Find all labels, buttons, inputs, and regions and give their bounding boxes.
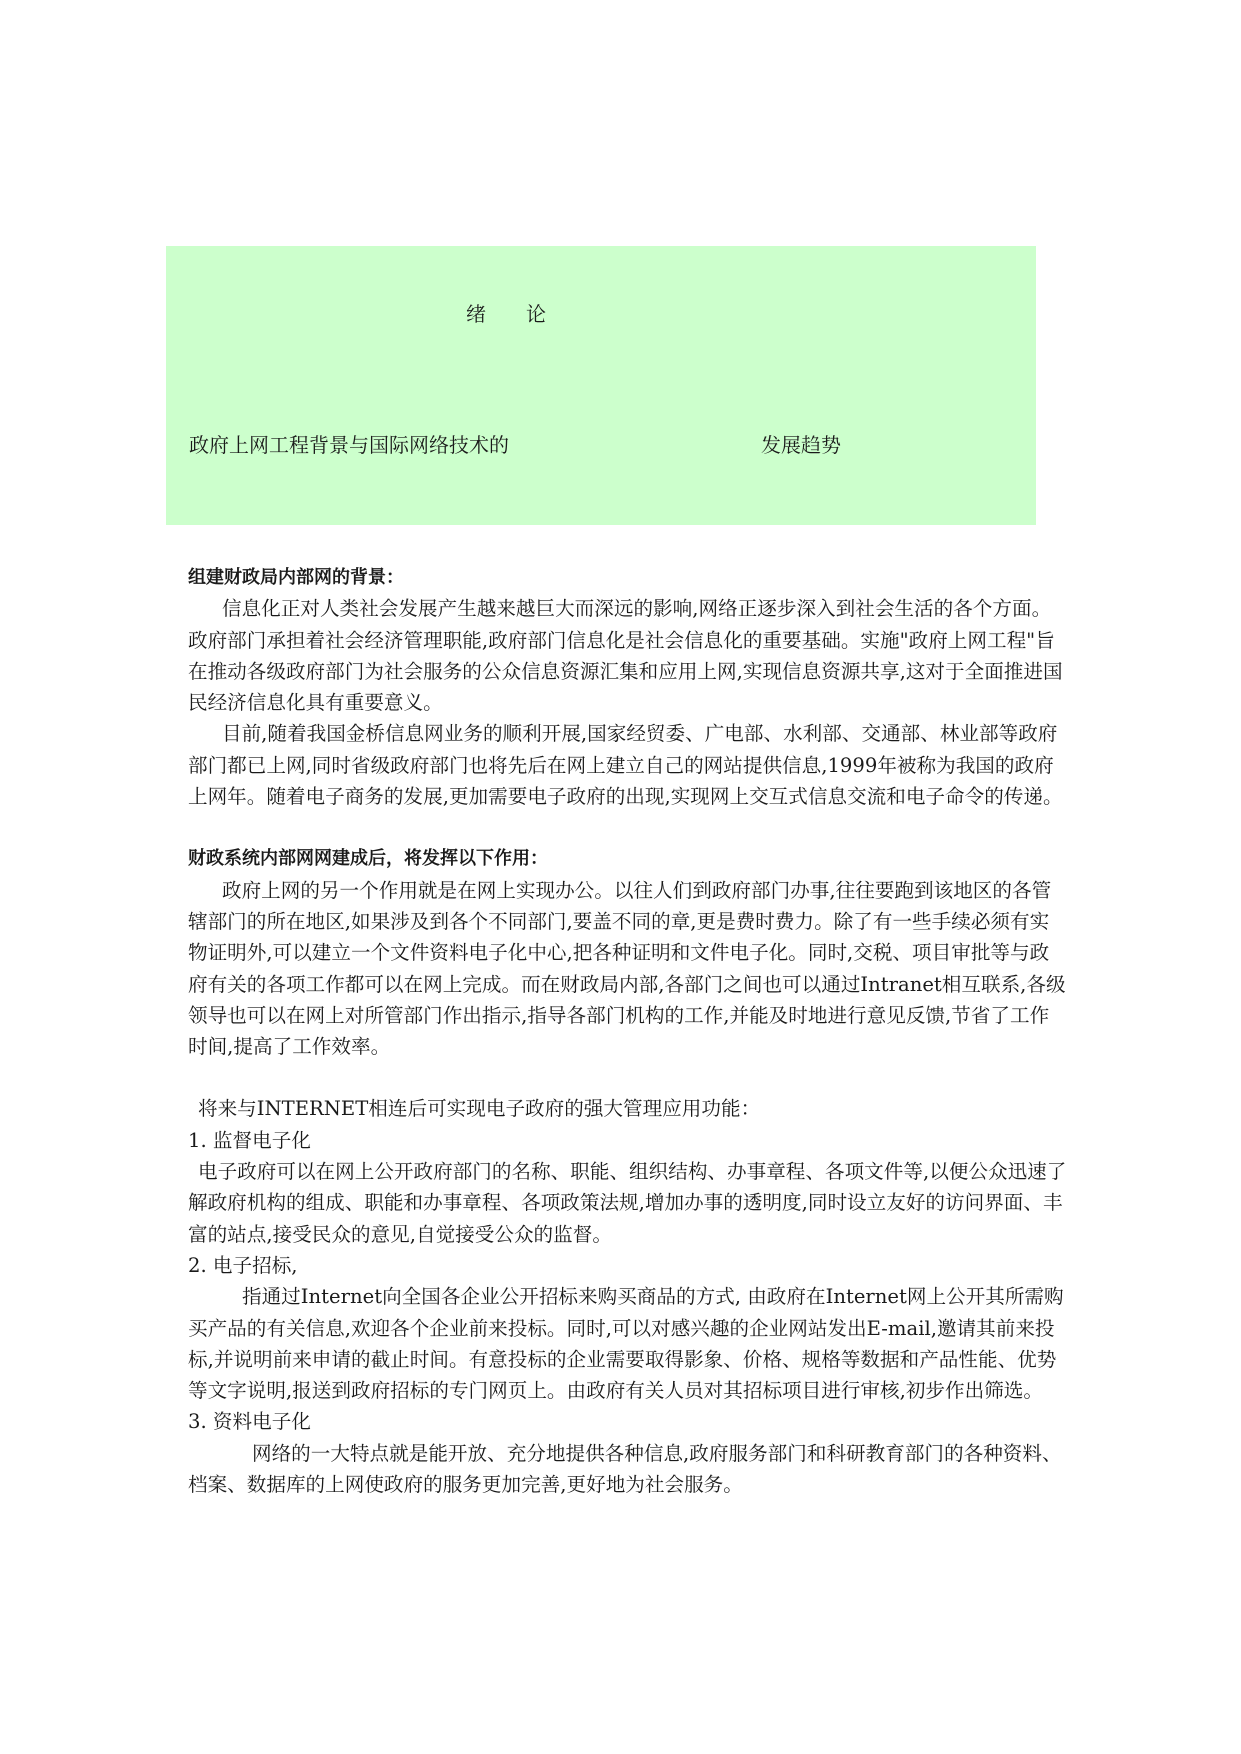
document-body [188, 562, 1068, 1500]
document-subtitle-right: 发展趋势 [761, 433, 841, 457]
list-item-body: 网络的一大特点就是能开放、充分地提供各种信息,政府服务部门和科研教育部门的各种资料、档案、数据库的上网使政府的服务更加完善,更好地为社会服务。 [188, 1441, 1062, 1497]
list-item-title: 2. 电子招标, [188, 1253, 298, 1277]
paragraph: 政府上网的另一个作用就是在网上实现办公。以往人们到政府部门办事,往往要跑到该地区的各管辖部门的所在地区,如果涉及到各个不同部门,要盖不同的章,更是费时费力。除了有一些手续必须有实物证明外,可以建立一个文件资料电子化中心,把各种证明和文件电子化。同时,交税、项目审批等与政府有关的各项工作都可以在网上完成。而在财政局内部,各部门之间也可以通过Intranet相互联系,各级领导也可以在网上对所管部门作出指示,指导各部门机构的工作,并能及时地进行意见反馈,节省了工作时间,提高了工作效率。 [188, 878, 1066, 1059]
list-item-body: 电子政府可以在网上公开政府部门的名称、职能、组织结构、办事章程、各项文件等,以便公众迅速了解政府机构的组成、职能和办事章程、各项政策法规,增加办事的透明度,同时设立友好的访问界面、丰富的站点,接受民众的意见,自觉接受公众的监督。 [188, 1160, 1067, 1246]
paragraph: 目前,随着我国金桥信息网业务的顺利开展,国家经贸委、广电部、水利部、交通部、林业部等政府部门都已上网,同时省级政府部门也将先后在网上建立自己的网站提供信息,1999年被称为我国的政府上网年。随着电子商务的发展,更加需要电子政府的出现,实现网上交互式信息交流和电子命令的传递。 [188, 722, 1063, 809]
section-heading-background: 组建财政局内部网的背景： [188, 567, 404, 588]
title-banner [166, 246, 1036, 525]
list-item-title: 1. 监督电子化 [188, 1128, 311, 1152]
document-title: 绪论 [466, 302, 586, 326]
document-subtitle-left: 政府上网工程背景与国际网络技术的 [189, 433, 509, 457]
section-heading-functions: 财政系统内部网网建成后，将发挥以下作用： [188, 848, 548, 870]
list-item-body: 指通过Internet向全国各企业公开招标来购买商品的方式, 由政府在Internet网上公开其所需购买产品的有关信息,欢迎各个企业前来投标。同时,可以对感兴趣的企业网站发出E-mail,邀请其前来投标,并说明前来申请的截止时间。有意投标的企业需要取得影象、价格、规格等数据和产品性能、优势等文字说明,报送到政府招标的专门网页上。由政府有关人员对其招标项目进行审核,初步作出筛选。 [188, 1285, 1064, 1403]
paragraph: 信息化正对人类社会发展产生越来越巨大而深远的影响,网络正逐步深入到社会生活的各个方面。政府部门承担着社会经济管理职能,政府部门信息化是社会信息化的重要基础。实施"政府上网工程"旨在推动各级政府部门为社会服务的公众信息资源汇集和应用上网,实现信息资源共享,这对于全面推进国民经济信息化具有重要意义。 [188, 597, 1063, 715]
list-item-title: 3. 资料电子化 [188, 1410, 311, 1434]
spacer [188, 1062, 1068, 1093]
spacer [188, 812, 1068, 843]
list-intro: 将来与INTERNET相连后可实现电子政府的强大管理应用功能： [198, 1097, 761, 1121]
